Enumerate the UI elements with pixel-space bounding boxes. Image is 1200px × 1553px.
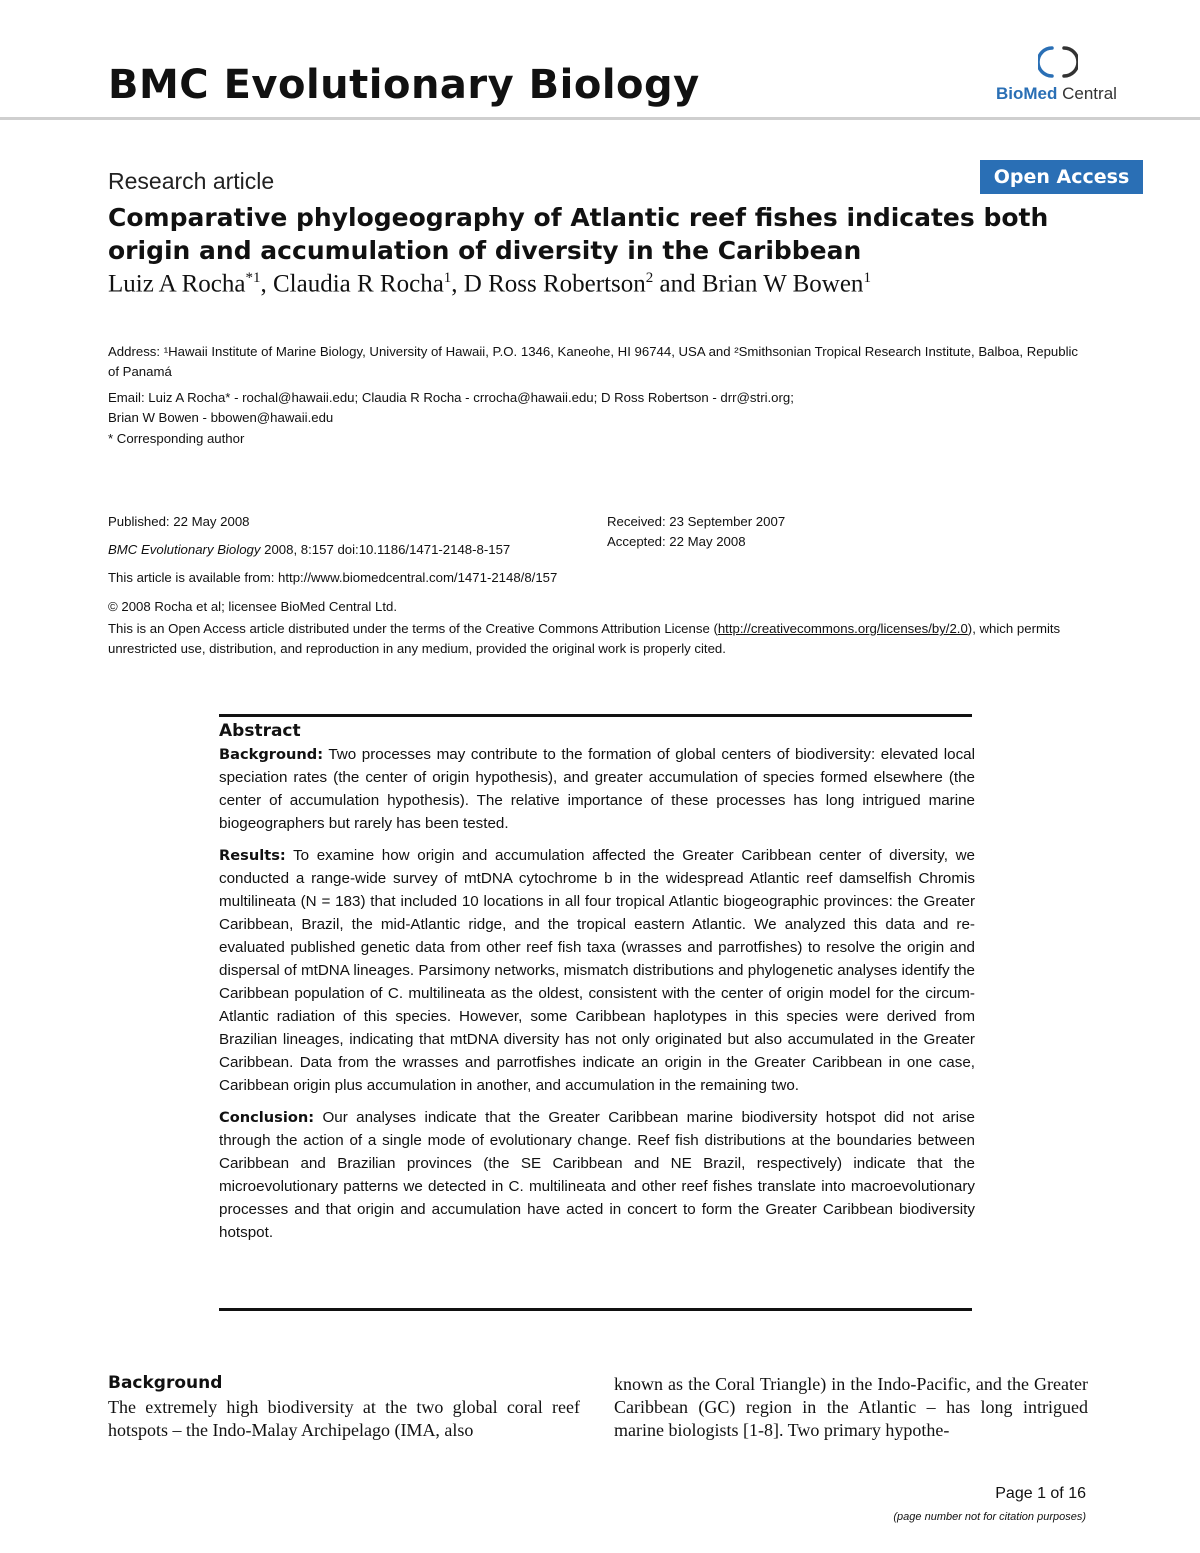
article-type: Research article [108, 168, 275, 194]
abstract-results-label: Results: [219, 847, 286, 864]
abstract-background-label: Background: [219, 746, 324, 763]
article-url-link[interactable]: http://www.biomedcentral.com/1471-2148/8/157 [278, 570, 558, 585]
author-name: Luiz A Rocha [108, 270, 246, 298]
author-name: D Ross Robertson [463, 270, 646, 298]
logo-text [996, 84, 1117, 104]
body-column-right: known as the Coral Triangle) in the Indo-Pacific, and the Greater Caribbean (GC) region in the Atlantic – has long intrigued marine biologists [1-8]. Two primary hypothe- [614, 1374, 1088, 1440]
author-affiliation-mark: 2 [645, 270, 654, 286]
citation [108, 540, 510, 560]
email-line[interactable]: Brian W Bowen - bbowen@hawaii.edu [108, 410, 334, 425]
license-suffix: ), which permits unrestricted use, distribution, and reproduction in any medium, provided the original work is properly cited. [108, 621, 1061, 656]
author-name: Claudia R Rocha [272, 270, 444, 298]
availability [108, 568, 557, 588]
received-date: Received: 23 September 2007 [607, 514, 786, 529]
author-name: Brian W Bowen [701, 270, 864, 298]
copyright-block [108, 597, 1098, 659]
copyright-line: © 2008 Rocha et al; licensee BioMed Central Ltd. [108, 599, 398, 614]
abstract-top-rule [219, 714, 972, 717]
email-line[interactable]: Email: Luiz A Rocha* - rochal@hawaii.edu; Claudia R Rocha - crrocha@hawaii.edu; D Ross Robertson - drr@stri.org; [108, 390, 794, 405]
license-link[interactable]: http://creativecommons.org/licenses/by/2.0 [717, 621, 968, 636]
license-text [108, 619, 1098, 659]
abstract-results [219, 844, 975, 1097]
logo-bio: Bio [996, 84, 1024, 103]
availability-label: This article is available from: [108, 570, 279, 585]
page-number-note: (page number not for citation purposes) [893, 1511, 1086, 1523]
citation-details: 2008, 8:157 doi:10.1186/1471-2148-8-157 [260, 542, 511, 557]
license-prefix: This is an Open Access article distributed under the terms of the Creative Commons Attribution License ( [108, 621, 718, 636]
page-number: Page 1 of 16 [995, 1485, 1086, 1502]
abstract-conclusion-label: Conclusion: [219, 1109, 315, 1126]
author-affiliation-mark: 1 [863, 270, 871, 286]
biomed-central-logo[interactable] [996, 44, 1136, 108]
journal-title: BMC Evolutionary Biology [108, 62, 700, 108]
article-title: Comparative phylogeography of Atlantic reef fishes indicates both origin and accumulation of diversity in the Caribbean [108, 203, 1049, 265]
accepted-date: Accepted: 22 May 2008 [607, 534, 746, 549]
abstract-conclusion-text: Our analyses indicate that the Greater Caribbean marine biodiversity hotspot did not arise through the action of a single mode of evolutionary change. Reef fish distributions at the boundaries between Caribbean and Brazilian provinces (the SE Caribbean and NE Brazil, respectively) indicate that the microevolutionary patterns we detected in C. multilineata and other reef fishes translate into macroevolutionary processes and that origin and accumulation have acted in concert to form the Greater Caribbean biodiversity hotspot. [219, 1109, 975, 1241]
published-date: Published: 22 May 2008 [108, 514, 250, 529]
abstract-box [219, 714, 975, 1314]
received-accepted-dates [607, 512, 785, 552]
author-emails [108, 388, 1088, 428]
header-divider [0, 117, 1200, 120]
open-access-badge: Open Access [980, 160, 1143, 194]
logo-mark-icon [1038, 44, 1078, 80]
section-heading-background: Background [108, 1373, 223, 1393]
abstract-background [219, 743, 975, 835]
abstract-heading: Abstract [219, 721, 301, 741]
corresponding-author-note: * Corresponding author [108, 431, 245, 446]
abstract-background-text: Two processes may contribute to the formation of global centers of biodiversity: elevated local speciation rates (the center of origin hypothesis), and greater accumulation of species formed elsewhere (the center of accumulation hypothesis). The relative importance of these processes has long intrigued marine biogeographers but rarely has been tested. [219, 746, 975, 832]
body-column-left: The extremely high biodiversity at the two global coral reef hotspots – the Indo-Malay Archipelago (IMA, also [108, 1397, 580, 1440]
author-affiliation-mark: 1 [443, 270, 452, 286]
abstract-bottom-rule [219, 1308, 972, 1311]
abstract-conclusion [219, 1106, 975, 1244]
author-address: Address: ¹Hawaii Institute of Marine Biology, University of Hawaii, P.O. 1346, Kaneohe, HI 96744, USA and ²Smithsonian Tropical Research Institute, Balboa, Republic of Panamá [108, 344, 1079, 379]
author-affiliation-mark: *1 [245, 270, 261, 286]
author-list: Luiz A Rocha$^{*1}$, Claudia R Rocha$^1$, D Ross Robertson$^2$ and Brian W Bowen$^1$ [108, 270, 871, 298]
abstract-results-text: To examine how origin and accumulation affected the Greater Caribbean center of diversity, we conducted a range-wide survey of mtDNA cytochrome b in the widespread Atlantic reef damselfish Chromis multilineata (N = 183) that included 10 locations in all four tropical Atlantic biogeographic provinces: the Greater Caribbean, Brazil, the mid-Atlantic ridge, and the tropical eastern Atlantic. We analyzed this data and re-evaluated published genetic data from other reef fish taxa (wrasses and parrotfishes) to resolve the origin and dispersal of mtDNA lineages. Parsimony networks, mismatch distributions and phylogenetic analyses identify the Caribbean population of C. multilineata as the oldest, consistent with the center of origin model for the circum-Atlantic radiation of this species. However, some Caribbean haplotypes in this species were derived from Brazilian lineages, indicating that mtDNA diversity has not only originated but also accumulated in the Greater Caribbean. Data from the wrasses and parrotfishes indicate an origin in the Greater Caribbean in one case, Caribbean origin plus accumulation in another, and accumulation in the remaining two. [219, 847, 975, 1094]
logo-central: Central [1062, 84, 1117, 103]
logo-med: Med [1023, 84, 1058, 103]
citation-journal: BMC Evolutionary Biology [108, 542, 261, 557]
